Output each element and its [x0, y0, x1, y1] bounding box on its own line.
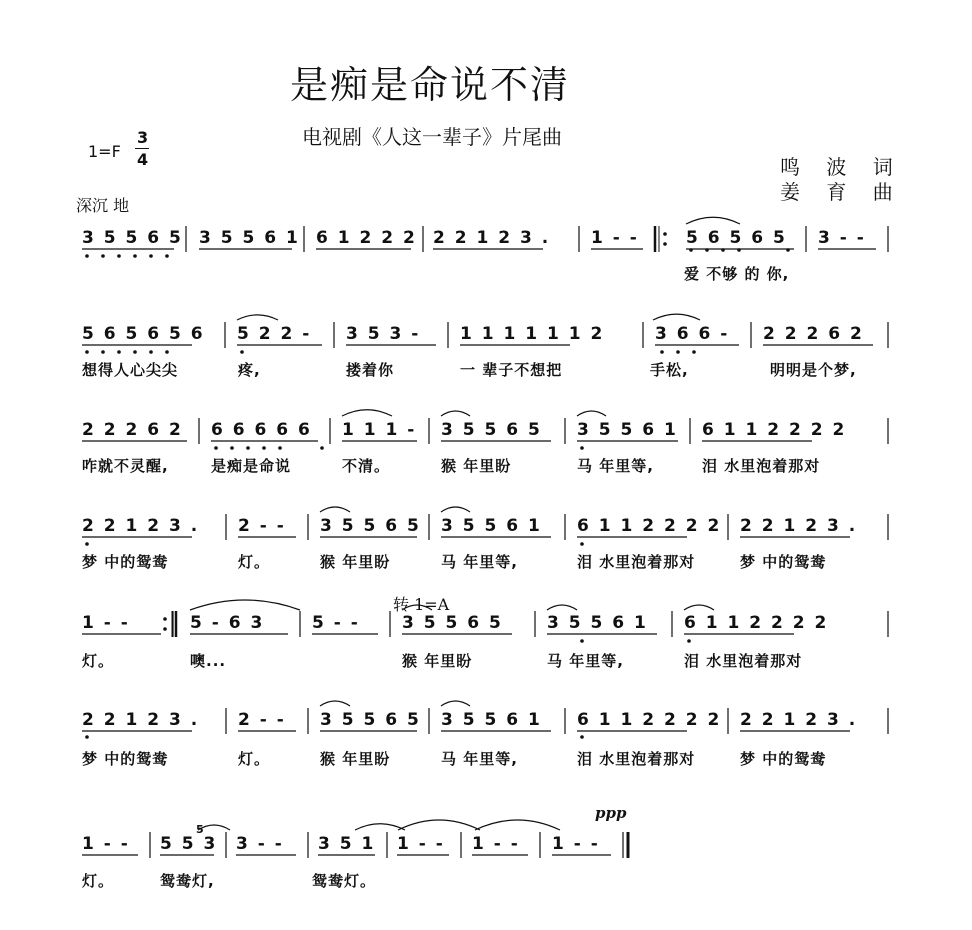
measure-notes: 3 5 5 6 5	[82, 228, 183, 248]
slur	[320, 701, 350, 706]
lyric-line: 一 辈子不想把	[460, 361, 563, 379]
time-signature-top: 3	[137, 128, 149, 147]
octave-dot	[786, 248, 790, 252]
composer-credit: 姜 育 曲	[780, 180, 903, 204]
measure-notes: 3 - -	[236, 834, 284, 854]
measure-notes: 6 1 1 2 2 2 2	[684, 613, 829, 633]
measure-notes: 3 5 5 6 1	[577, 420, 678, 440]
lyric-line: 梦 中的鸳鸯	[82, 553, 169, 571]
measure-notes: 3 5 5 6 1	[441, 710, 542, 730]
measure-notes: 5 6 5 6 5	[686, 228, 787, 248]
measure-notes: 2 2 1 2 3 .	[82, 516, 200, 536]
measure-notes: 3 5 1	[318, 834, 376, 854]
lyric-line: 猴 年里盼	[441, 457, 512, 475]
measure-notes: 5 2 2 -	[237, 324, 312, 344]
slur	[653, 314, 700, 320]
measure-notes: 3 6 6 -	[655, 324, 730, 344]
octave-dot	[687, 639, 691, 643]
measure-notes: 6 6 6 6 6	[211, 420, 312, 440]
slur	[686, 217, 740, 224]
lyric-line: 马 年里等,	[577, 457, 654, 475]
measure-notes: 5 - -	[312, 613, 360, 633]
octave-dot	[660, 350, 664, 354]
lyric-line: 不清。	[342, 457, 391, 475]
octave-dot	[85, 254, 89, 258]
lyric-line: 鸳鸯灯。	[312, 872, 377, 890]
measure-notes: 6 1 1 2 2 2 2	[702, 420, 847, 440]
lyric-line: 梦 中的鸳鸯	[740, 750, 827, 768]
lyric-line: 想得人心尖尖	[82, 361, 179, 379]
slur	[547, 605, 577, 610]
lyric-line: 猴 年里盼	[320, 553, 391, 571]
measure-notes: 3 5 5 6 1	[547, 613, 648, 633]
lyric-line: 泪 水里泡着那对	[577, 750, 696, 768]
measure-notes: 3 5 5 6 5	[320, 710, 421, 730]
octave-dot	[262, 446, 266, 450]
measure-notes: 3 5 5 6 5	[320, 516, 421, 536]
slur	[198, 825, 230, 830]
octave-dot	[721, 248, 725, 252]
lyric-line: 猴 年里盼	[402, 652, 473, 670]
measure-notes: 2 - -	[238, 516, 286, 536]
song-subtitle: 电视剧《人这一辈子》片尾曲	[302, 125, 562, 149]
octave-dot	[580, 446, 584, 450]
lyric-line: 泪 水里泡着那对	[577, 553, 696, 571]
repeat-dot	[663, 242, 667, 246]
slur	[342, 410, 392, 416]
key-signature: 1=F	[88, 142, 121, 161]
repeat-dot	[663, 232, 667, 236]
measure-notes: 5 6 5 6 5 6	[82, 324, 205, 344]
lyric-line: 鸳鸯灯,	[160, 872, 215, 890]
measure-notes: 1 1 1 1 1 1 2	[460, 324, 605, 344]
lyric-line: 猴 年里盼	[320, 750, 391, 768]
lyric-line: 泪 水里泡着那对	[702, 457, 821, 475]
measure-notes: 2 2 2 6 2	[763, 324, 864, 344]
grace-note: 5	[196, 823, 204, 836]
octave-dot	[580, 542, 584, 546]
octave-dot	[117, 254, 121, 258]
lyric-line: 马 年里等,	[547, 652, 624, 670]
slur	[398, 820, 480, 830]
measure-notes: 1 - -	[397, 834, 445, 854]
octave-dot	[149, 350, 153, 354]
tempo-marking: 深沉 地	[76, 196, 130, 215]
measure-notes: 1 - -	[591, 228, 639, 248]
repeat-dot	[163, 617, 167, 621]
measure-notes: 2 2 2 6 2	[82, 420, 183, 440]
octave-dot	[133, 350, 137, 354]
lyric-line: 噢...	[190, 652, 227, 670]
lyric-line: 泪 水里泡着那对	[684, 652, 803, 670]
repeat-dot	[163, 627, 167, 631]
measure-notes: 3 - -	[818, 228, 866, 248]
slur	[320, 507, 350, 512]
octave-dot	[278, 446, 282, 450]
lyric-line: 手松,	[650, 361, 689, 379]
octave-dot	[320, 446, 324, 450]
octave-dot	[101, 254, 105, 258]
lyricist-credit: 鸣 波 词	[780, 155, 903, 179]
octave-dot	[117, 350, 121, 354]
octave-dot	[133, 254, 137, 258]
lyric-line: 咋就不灵醒,	[82, 457, 169, 475]
octave-dot	[230, 446, 234, 450]
measure-notes: 5 - 6 3	[190, 613, 265, 633]
octave-dot	[165, 254, 169, 258]
measure-notes: 3 5 5 6 5	[441, 420, 542, 440]
measure-notes: 3 5 5 6 5	[402, 613, 503, 633]
lyric-line: 是痴是命说	[211, 457, 292, 475]
measure-notes: 5 5 3	[160, 834, 218, 854]
octave-dot	[580, 735, 584, 739]
slur	[475, 820, 560, 830]
octave-dot	[85, 350, 89, 354]
slur	[441, 507, 470, 512]
measure-notes: 1 - -	[82, 613, 130, 633]
modulation-marking: 转 1=A	[393, 595, 450, 614]
measure-notes: 6 1 2 2 2	[316, 228, 417, 248]
octave-dot	[165, 350, 169, 354]
measure-notes: 2 - -	[238, 710, 286, 730]
lyric-line: 灯。	[238, 750, 271, 768]
octave-dot	[240, 350, 244, 354]
slur	[355, 824, 405, 830]
dynamic-marking: ppp	[595, 804, 627, 822]
slur	[190, 600, 300, 610]
measure-notes: 3 5 5 6 1	[441, 516, 542, 536]
octave-dot	[689, 248, 693, 252]
octave-dot	[705, 248, 709, 252]
octave-dot	[676, 350, 680, 354]
lyric-line: 马 年里等,	[441, 553, 518, 571]
octave-dot	[214, 446, 218, 450]
octave-dot	[101, 350, 105, 354]
measure-notes: 3 5 3 -	[346, 324, 421, 344]
lyric-line: 梦 中的鸳鸯	[82, 750, 169, 768]
measure-notes: 3 5 5 6 1	[199, 228, 300, 248]
slur	[577, 411, 606, 416]
slur	[441, 701, 470, 706]
lyric-line: 爱 不够 的 你,	[684, 265, 790, 283]
octave-dot	[85, 542, 89, 546]
lyric-line: 灯。	[82, 872, 115, 890]
octave-dot	[85, 735, 89, 739]
measure-notes: 1 - -	[472, 834, 520, 854]
measure-notes: 2 2 1 2 3 .	[433, 228, 551, 248]
octave-dot	[149, 254, 153, 258]
slur	[402, 605, 432, 610]
slur	[237, 315, 278, 320]
lyric-line: 搂着你	[346, 361, 395, 379]
measure-notes: 1 1 1 -	[342, 420, 417, 440]
lyric-line: 灯。	[238, 553, 271, 571]
time-signature-bottom: 4	[137, 150, 149, 169]
lyric-line: 疼,	[238, 361, 261, 379]
measure-notes: 2 2 1 2 3 .	[740, 710, 858, 730]
measure-notes: 6 1 1 2 2 2 2	[577, 516, 722, 536]
song-title: 是痴是命说不清	[290, 63, 571, 107]
octave-dot	[246, 446, 250, 450]
lyric-line: 灯。	[82, 652, 115, 670]
octave-dot	[737, 248, 741, 252]
lyric-line: 明明是个梦,	[770, 361, 857, 379]
slur	[684, 605, 714, 610]
measure-notes: 1 - -	[552, 834, 600, 854]
octave-dot	[692, 350, 696, 354]
measure-notes: 2 2 1 2 3 .	[82, 710, 200, 730]
octave-dot	[580, 639, 584, 643]
lyric-line: 马 年里等,	[441, 750, 518, 768]
measure-notes: 2 2 1 2 3 .	[740, 516, 858, 536]
measure-notes: 6 1 1 2 2 2 2	[577, 710, 722, 730]
lyric-line: 梦 中的鸳鸯	[740, 553, 827, 571]
measure-notes: 1 - -	[82, 834, 130, 854]
slur	[441, 411, 470, 416]
